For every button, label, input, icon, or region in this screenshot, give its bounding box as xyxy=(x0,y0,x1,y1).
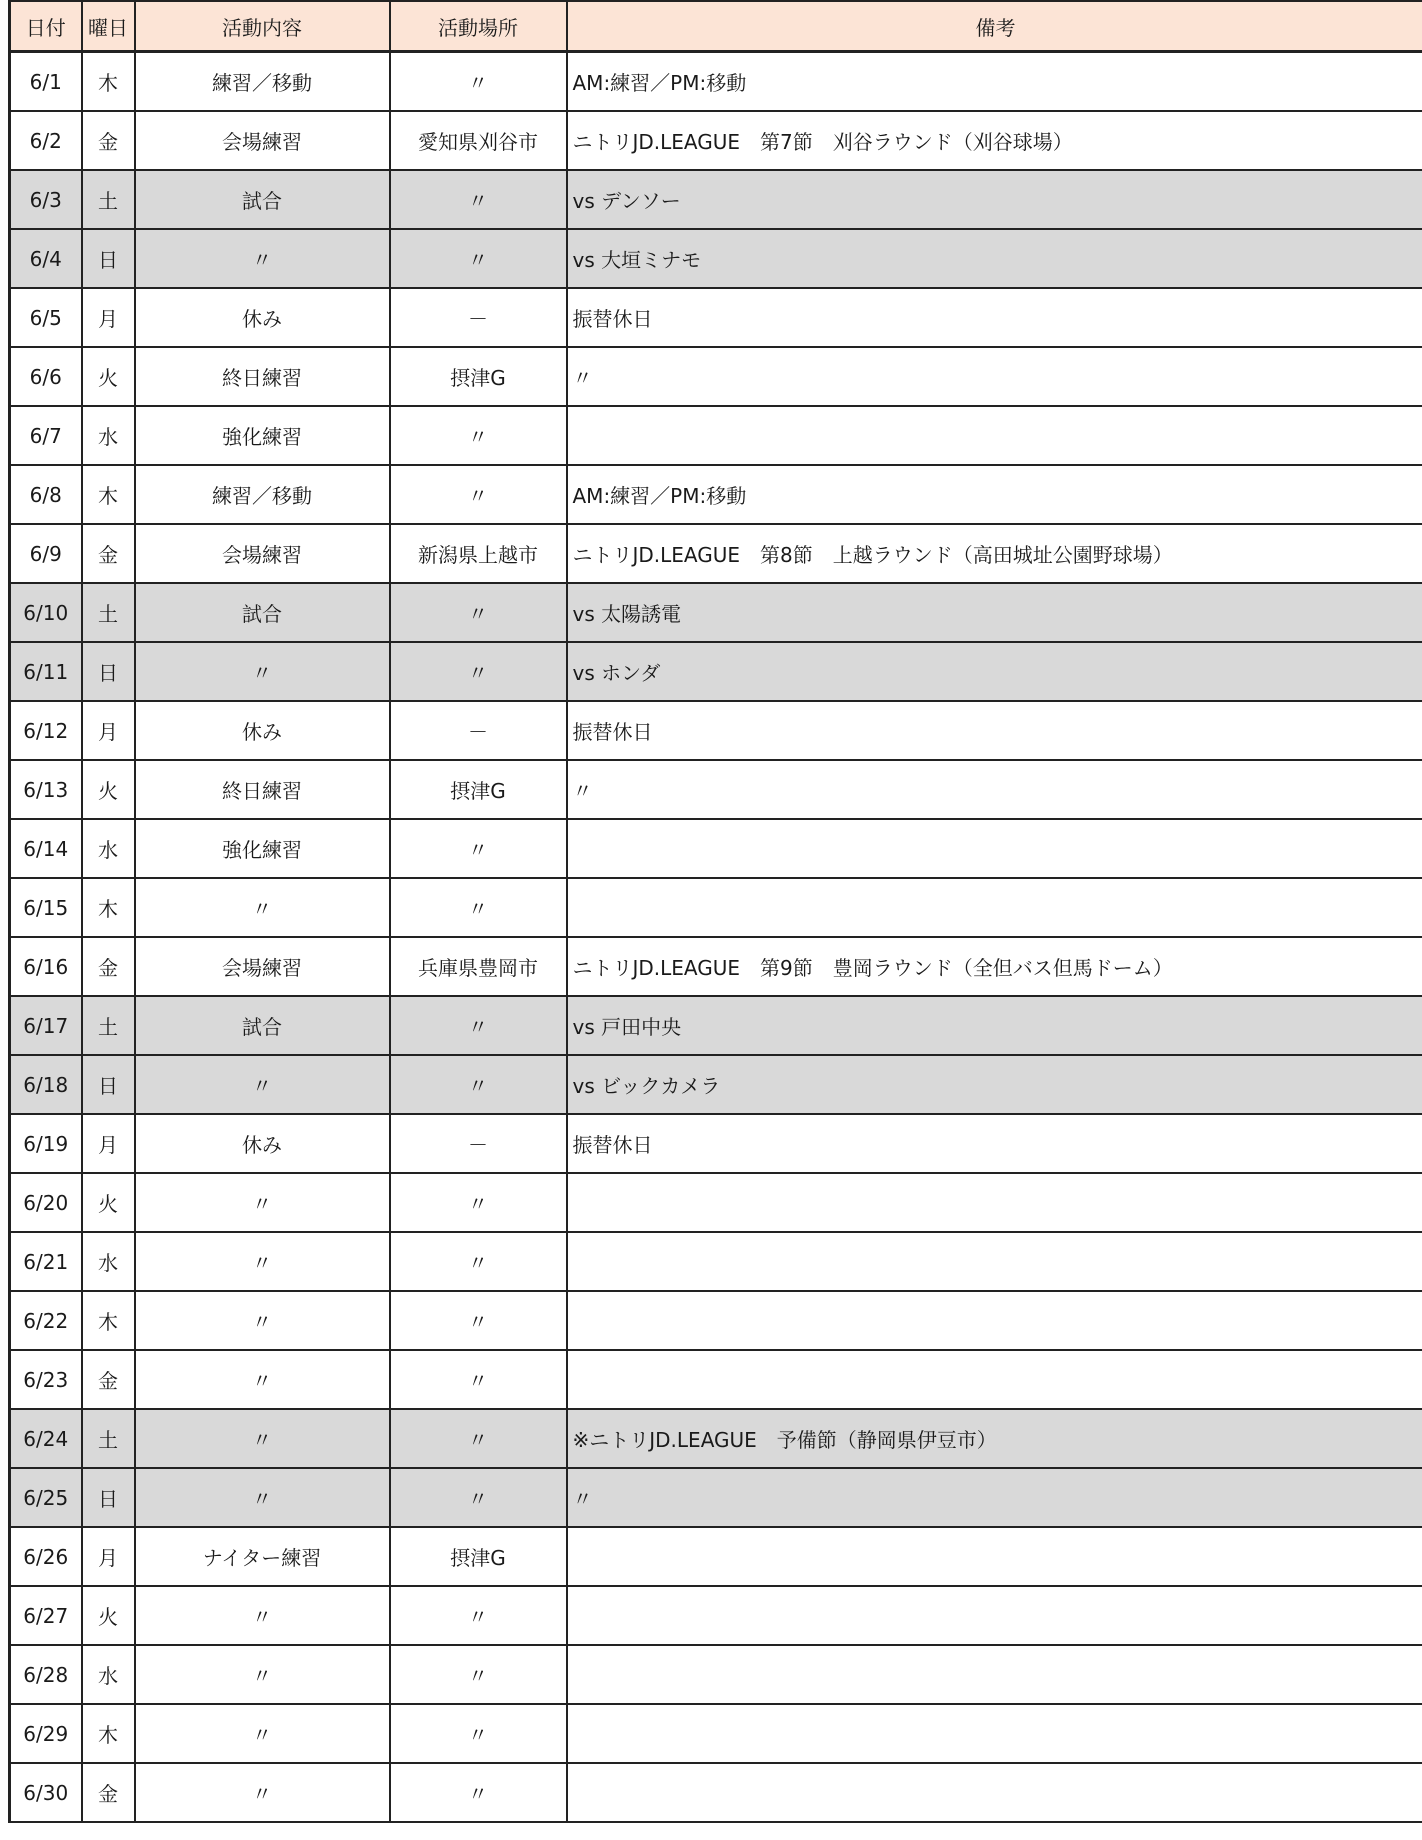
activity-cell: 強化練習 xyxy=(135,406,390,465)
note-cell: vs ビックカメラ xyxy=(567,1055,1422,1114)
activity-cell: 試合 xyxy=(135,170,390,229)
header-location: 活動場所 xyxy=(390,1,567,52)
date-cell: 6/25 xyxy=(10,1468,82,1527)
activity-cell: 休み xyxy=(135,1114,390,1173)
location-cell: 摂津G xyxy=(390,1527,567,1586)
date-cell: 6/7 xyxy=(10,406,82,465)
date-cell: 6/17 xyxy=(10,996,82,1055)
date-cell: 6/1 xyxy=(10,52,82,112)
date-cell: 6/20 xyxy=(10,1173,82,1232)
header-row xyxy=(10,1,1422,52)
table-row xyxy=(10,1114,1422,1173)
date-cell: 6/14 xyxy=(10,819,82,878)
day-cell: 火 xyxy=(82,760,135,819)
location-cell: 摂津G xyxy=(390,347,567,406)
note-cell: 〃 xyxy=(567,1468,1422,1527)
table-row xyxy=(10,524,1422,583)
day-cell: 月 xyxy=(82,1527,135,1586)
date-cell: 6/5 xyxy=(10,288,82,347)
activity-cell: 〃 xyxy=(135,1645,390,1704)
activity-cell: 〃 xyxy=(135,1291,390,1350)
day-cell: 日 xyxy=(82,229,135,288)
note-cell: 〃 xyxy=(567,760,1422,819)
table-row xyxy=(10,1350,1422,1409)
activity-cell: 会場練習 xyxy=(135,937,390,996)
location-cell: 〃 xyxy=(390,1409,567,1468)
date-cell: 6/18 xyxy=(10,1055,82,1114)
note-cell xyxy=(567,1173,1422,1232)
date-cell: 6/13 xyxy=(10,760,82,819)
date-cell: 6/30 xyxy=(10,1763,82,1822)
table-row xyxy=(10,1704,1422,1763)
date-cell: 6/11 xyxy=(10,642,82,701)
table-row xyxy=(10,111,1422,170)
note-cell xyxy=(567,406,1422,465)
day-cell: 金 xyxy=(82,524,135,583)
day-cell: 日 xyxy=(82,1055,135,1114)
location-cell: 愛知県刈谷市 xyxy=(390,111,567,170)
activity-cell: 練習／移動 xyxy=(135,465,390,524)
date-cell: 6/27 xyxy=(10,1586,82,1645)
table-row xyxy=(10,642,1422,701)
day-cell: 木 xyxy=(82,465,135,524)
day-cell: 水 xyxy=(82,1232,135,1291)
table-row xyxy=(10,465,1422,524)
activity-cell: 〃 xyxy=(135,642,390,701)
location-cell: － xyxy=(390,701,567,760)
activity-cell: 終日練習 xyxy=(135,760,390,819)
day-cell: 月 xyxy=(82,1114,135,1173)
location-cell: 〃 xyxy=(390,1350,567,1409)
table-row xyxy=(10,170,1422,229)
location-cell: 〃 xyxy=(390,465,567,524)
note-cell: vs デンソー xyxy=(567,170,1422,229)
activity-cell: 〃 xyxy=(135,1409,390,1468)
activity-cell: 〃 xyxy=(135,1173,390,1232)
note-cell: 振替休日 xyxy=(567,288,1422,347)
table-row xyxy=(10,583,1422,642)
table-row xyxy=(10,1055,1422,1114)
day-cell: 日 xyxy=(82,1468,135,1527)
location-cell: 摂津G xyxy=(390,760,567,819)
schedule-body xyxy=(10,52,1422,1823)
activity-cell: 〃 xyxy=(135,1763,390,1822)
day-cell: 金 xyxy=(82,1763,135,1822)
day-cell: 日 xyxy=(82,642,135,701)
date-cell: 6/16 xyxy=(10,937,82,996)
table-row xyxy=(10,288,1422,347)
location-cell: 〃 xyxy=(390,1704,567,1763)
location-cell: 〃 xyxy=(390,406,567,465)
table-row xyxy=(10,701,1422,760)
date-cell: 6/3 xyxy=(10,170,82,229)
table-row xyxy=(10,1586,1422,1645)
day-cell: 火 xyxy=(82,1173,135,1232)
activity-cell: 試合 xyxy=(135,996,390,1055)
activity-cell: 〃 xyxy=(135,1232,390,1291)
table-row xyxy=(10,1232,1422,1291)
table-row xyxy=(10,760,1422,819)
location-cell: － xyxy=(390,1114,567,1173)
day-cell: 土 xyxy=(82,1409,135,1468)
table-row xyxy=(10,1173,1422,1232)
day-cell: 火 xyxy=(82,347,135,406)
day-cell: 木 xyxy=(82,1291,135,1350)
note-cell xyxy=(567,878,1422,937)
activity-cell: 〃 xyxy=(135,1350,390,1409)
day-cell: 土 xyxy=(82,170,135,229)
location-cell: 〃 xyxy=(390,1586,567,1645)
header-date: 日付 xyxy=(10,1,82,52)
header-note: 備考 xyxy=(567,1,1422,52)
day-cell: 月 xyxy=(82,288,135,347)
table-row xyxy=(10,347,1422,406)
location-cell: 〃 xyxy=(390,1468,567,1527)
note-cell xyxy=(567,1763,1422,1822)
location-cell: 〃 xyxy=(390,1232,567,1291)
date-cell: 6/21 xyxy=(10,1232,82,1291)
location-cell: 〃 xyxy=(390,1173,567,1232)
location-cell: 新潟県上越市 xyxy=(390,524,567,583)
note-cell: AM:練習／PM:移動 xyxy=(567,52,1422,112)
date-cell: 6/6 xyxy=(10,347,82,406)
activity-cell: 試合 xyxy=(135,583,390,642)
activity-cell: 会場練習 xyxy=(135,111,390,170)
location-cell: 〃 xyxy=(390,819,567,878)
activity-cell: 休み xyxy=(135,701,390,760)
day-cell: 水 xyxy=(82,1645,135,1704)
location-cell: 〃 xyxy=(390,1291,567,1350)
day-cell: 木 xyxy=(82,878,135,937)
activity-cell: 練習／移動 xyxy=(135,52,390,112)
date-cell: 6/23 xyxy=(10,1350,82,1409)
note-cell xyxy=(567,819,1422,878)
day-cell: 火 xyxy=(82,1586,135,1645)
note-cell: ニトリJD.LEAGUE 第8節 上越ラウンド（高田城址公園野球場） xyxy=(567,524,1422,583)
table-row xyxy=(10,996,1422,1055)
date-cell: 6/15 xyxy=(10,878,82,937)
location-cell: 〃 xyxy=(390,996,567,1055)
date-cell: 6/19 xyxy=(10,1114,82,1173)
activity-cell: 〃 xyxy=(135,1468,390,1527)
table-row xyxy=(10,406,1422,465)
location-cell: 兵庫県豊岡市 xyxy=(390,937,567,996)
note-cell: vs 太陽誘電 xyxy=(567,583,1422,642)
date-cell: 6/28 xyxy=(10,1645,82,1704)
location-cell: 〃 xyxy=(390,229,567,288)
day-cell: 水 xyxy=(82,406,135,465)
date-cell: 6/29 xyxy=(10,1704,82,1763)
location-cell: 〃 xyxy=(390,1055,567,1114)
location-cell: － xyxy=(390,288,567,347)
day-cell: 月 xyxy=(82,701,135,760)
date-cell: 6/22 xyxy=(10,1291,82,1350)
date-cell: 6/9 xyxy=(10,524,82,583)
table-row xyxy=(10,819,1422,878)
location-cell: 〃 xyxy=(390,642,567,701)
activity-cell: 〃 xyxy=(135,1586,390,1645)
note-cell: vs 戸田中央 xyxy=(567,996,1422,1055)
date-cell: 6/12 xyxy=(10,701,82,760)
activity-cell: 〃 xyxy=(135,1055,390,1114)
note-cell: vs 大垣ミナモ xyxy=(567,229,1422,288)
note-cell xyxy=(567,1232,1422,1291)
date-cell: 6/10 xyxy=(10,583,82,642)
note-cell: vs ホンダ xyxy=(567,642,1422,701)
header-day: 曜日 xyxy=(82,1,135,52)
table-row xyxy=(10,937,1422,996)
table-row xyxy=(10,1645,1422,1704)
header-activity: 活動内容 xyxy=(135,1,390,52)
activity-cell: 強化練習 xyxy=(135,819,390,878)
note-cell xyxy=(567,1586,1422,1645)
day-cell: 水 xyxy=(82,819,135,878)
table-row xyxy=(10,1409,1422,1468)
table-row xyxy=(10,1291,1422,1350)
location-cell: 〃 xyxy=(390,878,567,937)
day-cell: 金 xyxy=(82,937,135,996)
activity-cell: 〃 xyxy=(135,229,390,288)
note-cell: ニトリJD.LEAGUE 第9節 豊岡ラウンド（全但バス但馬ドーム） xyxy=(567,937,1422,996)
location-cell: 〃 xyxy=(390,1645,567,1704)
location-cell: 〃 xyxy=(390,1763,567,1822)
location-cell: 〃 xyxy=(390,52,567,112)
date-cell: 6/4 xyxy=(10,229,82,288)
day-cell: 土 xyxy=(82,583,135,642)
activity-cell: 終日練習 xyxy=(135,347,390,406)
note-cell: 〃 xyxy=(567,347,1422,406)
note-cell xyxy=(567,1645,1422,1704)
day-cell: 金 xyxy=(82,111,135,170)
note-cell: ニトリJD.LEAGUE 第7節 刈谷ラウンド（刈谷球場） xyxy=(567,111,1422,170)
location-cell: 〃 xyxy=(390,170,567,229)
note-cell: 振替休日 xyxy=(567,701,1422,760)
day-cell: 金 xyxy=(82,1350,135,1409)
activity-cell: 会場練習 xyxy=(135,524,390,583)
location-cell: 〃 xyxy=(390,583,567,642)
activity-cell: 〃 xyxy=(135,1704,390,1763)
note-cell xyxy=(567,1704,1422,1763)
note-cell: ※ニトリJD.LEAGUE 予備節（静岡県伊豆市） xyxy=(567,1409,1422,1468)
table-row xyxy=(10,1763,1422,1822)
date-cell: 6/2 xyxy=(10,111,82,170)
date-cell: 6/26 xyxy=(10,1527,82,1586)
schedule-table xyxy=(8,0,1422,1823)
note-cell xyxy=(567,1291,1422,1350)
date-cell: 6/24 xyxy=(10,1409,82,1468)
table-row xyxy=(10,229,1422,288)
table-row xyxy=(10,1527,1422,1586)
activity-cell: 休み xyxy=(135,288,390,347)
note-cell: 振替休日 xyxy=(567,1114,1422,1173)
activity-cell: ナイター練習 xyxy=(135,1527,390,1586)
table-row xyxy=(10,878,1422,937)
note-cell: AM:練習／PM:移動 xyxy=(567,465,1422,524)
day-cell: 木 xyxy=(82,1704,135,1763)
table-row xyxy=(10,1468,1422,1527)
table-row xyxy=(10,52,1422,112)
date-cell: 6/8 xyxy=(10,465,82,524)
note-cell xyxy=(567,1527,1422,1586)
day-cell: 木 xyxy=(82,52,135,112)
day-cell: 土 xyxy=(82,996,135,1055)
activity-cell: 〃 xyxy=(135,878,390,937)
note-cell xyxy=(567,1350,1422,1409)
